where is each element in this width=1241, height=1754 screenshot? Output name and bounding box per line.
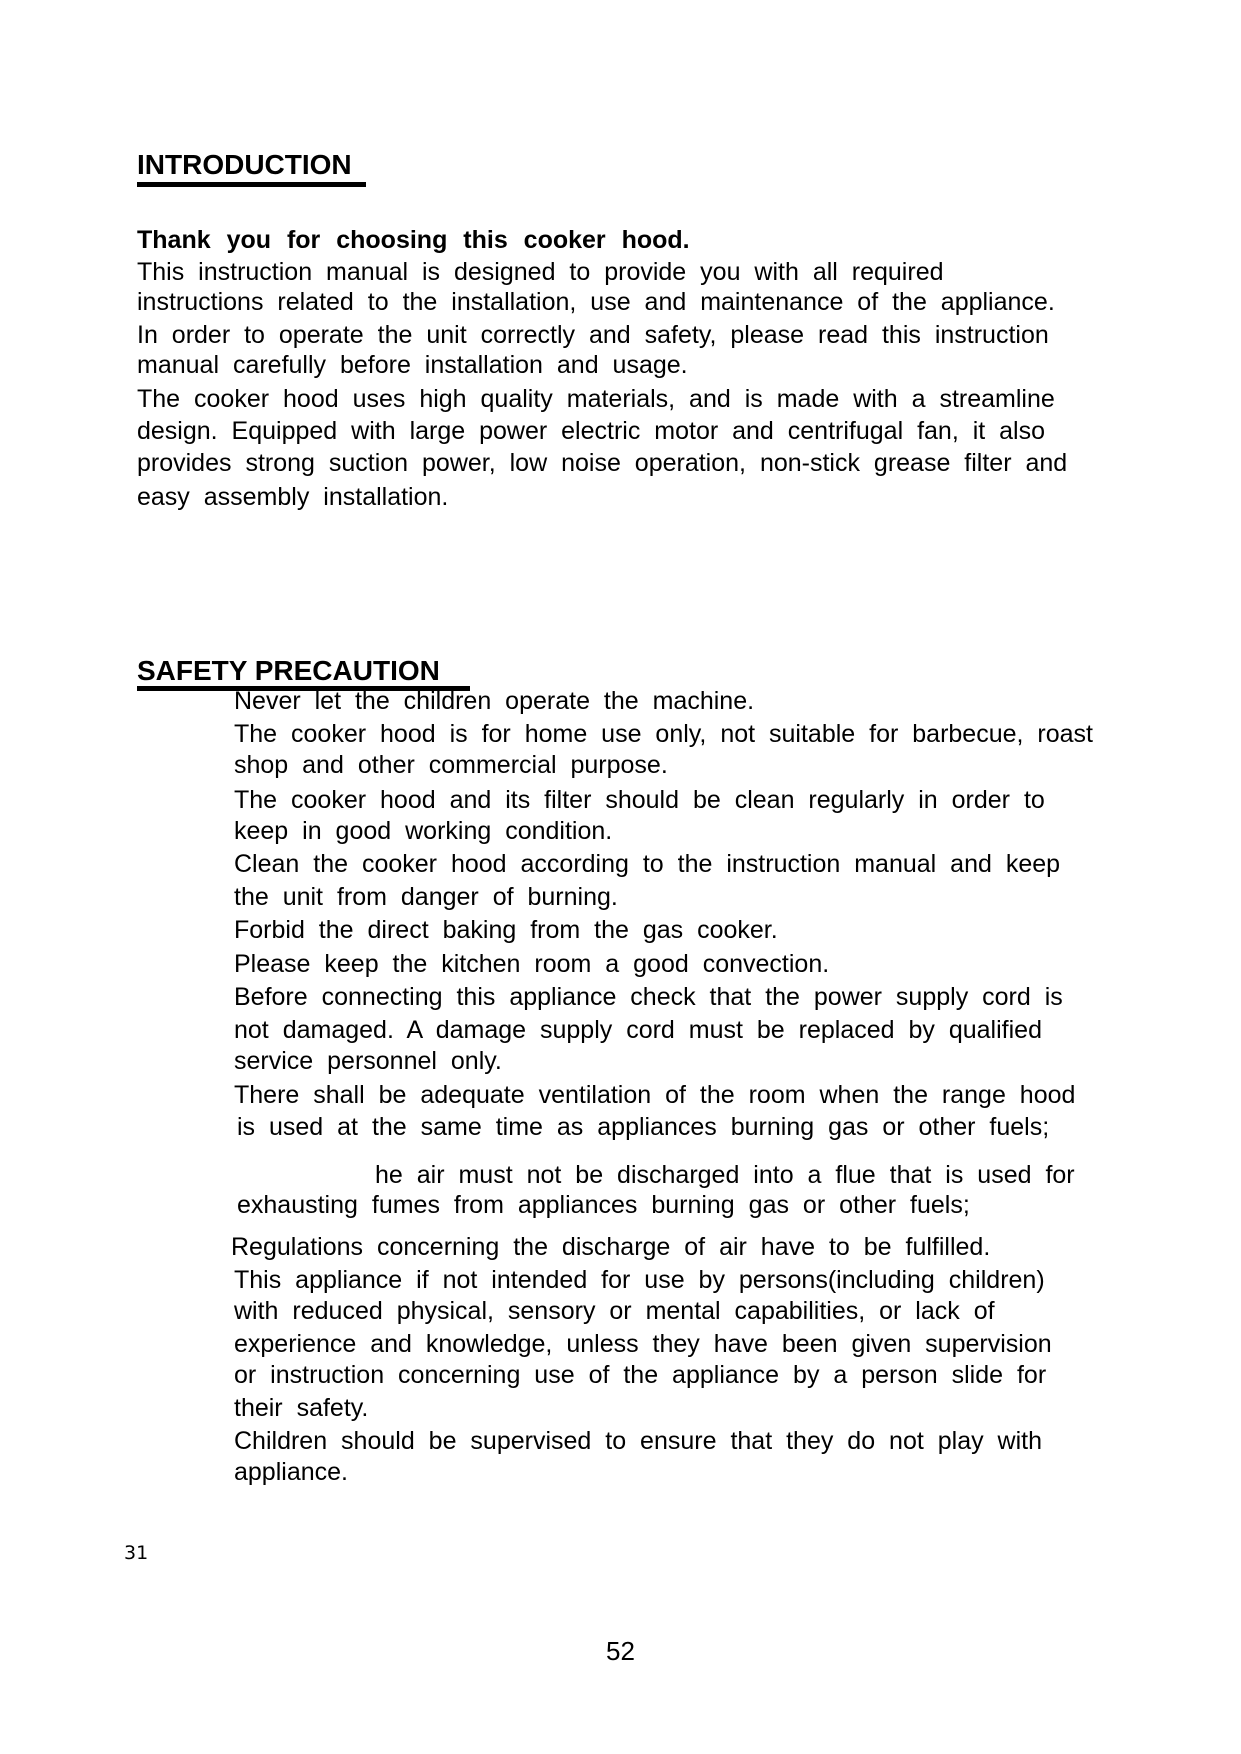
safety-line: the unit from danger of burning. — [234, 883, 618, 911]
safety-line: This appliance if not intended for use by persons(including children) — [234, 1266, 1045, 1294]
safety-line: keep in good working condition. — [234, 817, 613, 845]
safety-line: Please keep the kitchen room a good convection. — [234, 950, 830, 978]
safety-line: Clean the cooker hood according to the instruction manual and keep — [234, 850, 1061, 878]
safety-line: with reduced physical, sensory or mental capabilities, or lack of — [234, 1297, 995, 1325]
safety-line: he air must not be discharged into a flue that is used for — [375, 1161, 1075, 1189]
page-number: 52 — [606, 1636, 635, 1666]
intro-line: design. Equipped with large power electric motor and centrifugal fan, it also — [137, 417, 1046, 445]
safety-line: exhausting fumes from appliances burning gas or other fuels; — [237, 1191, 970, 1219]
thank-you-line: Thank you for choosing this cooker hood. — [137, 226, 690, 254]
intro-line: provides strong suction power, low noise operation, non-stick grease filter and — [137, 449, 1068, 477]
safety-line: Forbid the direct baking from the gas cooker. — [234, 916, 778, 944]
safety-line: is used at the same time as appliances burning gas or other fuels; — [237, 1113, 1050, 1141]
intro-line: manual carefully before installation and usage. — [137, 351, 688, 379]
safety-line: The cooker hood is for home use only, not suitable for barbecue, roast — [234, 720, 1093, 748]
safety-line: their safety. — [234, 1394, 369, 1422]
intro-line: The cooker hood uses high quality materials, and is made with a streamline — [137, 385, 1055, 413]
intro-line: instructions related to the installation, use and maintenance of the appliance. — [137, 288, 1055, 316]
safety-line: The cooker hood and its filter should be clean regularly in order to — [234, 786, 1045, 814]
source-page-number: 31 — [124, 1542, 149, 1564]
intro-line: In order to operate the unit correctly and safety, please read this instruction — [137, 321, 1049, 349]
intro-line: This instruction manual is designed to provide you with all required — [137, 258, 944, 286]
safety-line: Children should be supervised to ensure that they do not play with — [234, 1427, 1043, 1455]
introduction-heading: INTRODUCTION — [137, 149, 352, 180]
safety-line: or instruction concerning use of the appliance by a person slide for — [234, 1361, 1047, 1389]
safety-heading: SAFETY PRECAUTION — [137, 655, 440, 686]
safety-line: Before connecting this appliance check that the power supply cord is — [234, 983, 1063, 1011]
safety-line: not damaged. A damage supply cord must be replaced by qualified — [234, 1016, 1042, 1044]
introduction-heading-underline — [137, 182, 366, 187]
safety-line: There shall be adequate ventilation of the room when the range hood — [234, 1081, 1076, 1109]
safety-line: service personnel only. — [234, 1047, 502, 1075]
safety-line: Never let the children operate the machine. — [234, 687, 755, 715]
safety-line: shop and other commercial purpose. — [234, 751, 668, 779]
safety-line: appliance. — [234, 1458, 348, 1486]
safety-line: Regulations concerning the discharge of air have to be fulfilled. — [231, 1233, 991, 1261]
safety-line: experience and knowledge, unless they have been given supervision — [234, 1330, 1052, 1358]
intro-line: easy assembly installation. — [137, 483, 449, 511]
